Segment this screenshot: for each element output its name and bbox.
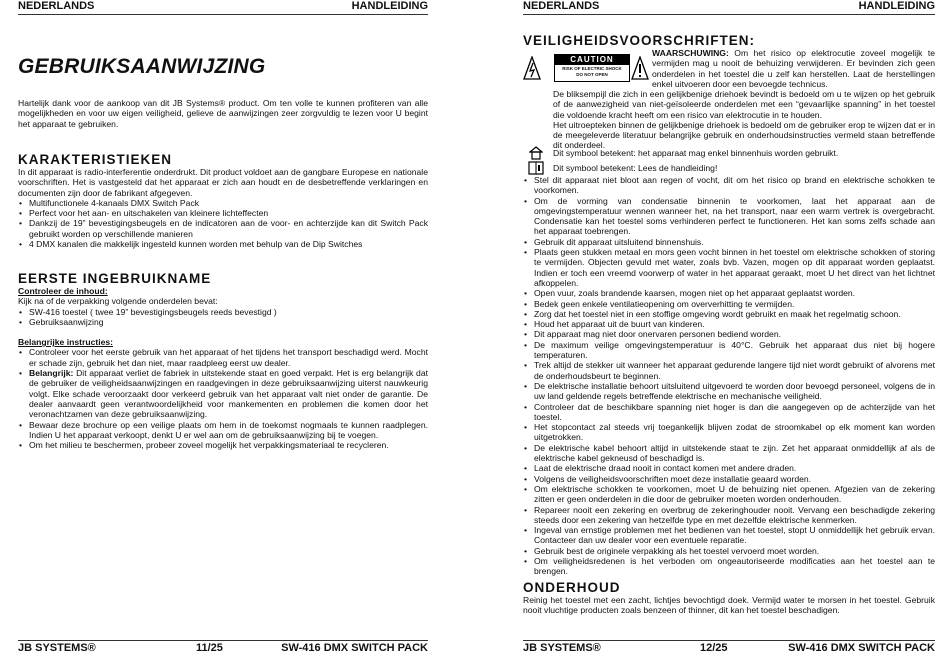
onderhoud-section: [523, 580, 935, 616]
list-item: • De maximum veilige omgevingstemperatuur is 40°C. Gebruik het apparaat dus niet bij hogere temperaturen.: [523, 340, 935, 361]
list-item: • Perfect voor het aan- en uitschakelen van kleinere lichteffecten: [18, 208, 428, 218]
list-item: • SW-416 toestel ( twee 19” bevestigingsbeugels reeds bevestigd ): [18, 307, 428, 317]
karakteristieken-paragraph: In dit apparaat is radio-interferentie onderdrukt. Dit product voldoet aan de gangbare Europese en nationale voorschriften. Het is vastgesteld dat het apparaat er zich aan houdt en de desbetreffende verklaringen en documenten zijn door de fabrikant afgegeven.: [18, 167, 428, 198]
house-symbol-row: [523, 148, 935, 158]
caution-label-graphic: [523, 53, 649, 81]
onderhoud-paragraph: Reinig het toestel met een zacht, lichtjes bevochtigd doek. Vermijd water te morsen in het toestel. Gebruik nooit vluchtige producten zoals benzeen of thinner, dit kan het toestel beschadigen.: [523, 595, 935, 616]
lightning-explanation: De bliksempijl die zich in een gelijkbenige driehoek bevindt is bedoeld om u te wijzen op het gebruik of de aanwezigheid van niet-geïsoleerde onderdelen met een “gevaarlijke spanning” in het toestel die voldoende kracht heeft om een risico van elektrocutie in te houden.: [553, 89, 935, 120]
caution-box: [554, 54, 630, 82]
subheading-belangrijke-instructies: Belangrijke instructies:: [18, 337, 114, 348]
footer-brand: JB SYSTEMS®: [18, 642, 96, 654]
list-item: • Plaats geen stukken metaal en mors geen vocht binnen in het toestel om elektrische schokken of storing te vermijden. Objecten gevuld met water, zoals bvb. Vazen, mogen op dit apparaat worden geplaatst. Indien er toch een vreemd voorwerp of water in het apparaat geraakt, moet U het direct van het lichtnet afkoppelen.: [523, 247, 935, 288]
list-item: • Dankzij de 19” bevestigingsbeugels en de indicatoren aan de voor- en achterzijde kan dit Switch Pack gebruikt worden op verschillende manieren: [18, 218, 428, 239]
house-icon: [529, 146, 543, 160]
list-item: • Het stopcontact zal steeds vrij toegankelijk blijven zodat de stroomkabel op elk moment kan worden uitgetrokken.: [523, 422, 935, 443]
book-icon: [528, 161, 544, 175]
section-heading-veiligheidsvoorschriften: VEILIGHEIDSVOORSCHRIFTEN:: [523, 33, 756, 48]
list-item: • Om elektrische schokken te voorkomen, moet U de behuizing niet openen. Afgezien van de zekering zitten er geen onderdelen in die door de gebruiker moeten worden onderhouden.: [523, 484, 935, 505]
inhoud-paragraph: Kijk na of de verpakking volgende onderdelen bevat:: [18, 296, 218, 307]
list-item: • Gebruik dit apparaat uitsluitend binnenshuis.: [523, 237, 935, 247]
list-item: • Gebruiksaanwijzing: [18, 317, 428, 327]
list-item: • Zorg dat het toestel niet in een stoffige omgeving wordt gebruikt en maak het regelmatig schoon.: [523, 309, 935, 319]
intro-paragraph: Hartelijk dank voor de aankoop van dit JB Systems® product. Om ten volle te kunnen profiteren van alle mogelijkheden en voor uw eigen veiligheid, gelieve de aanwijzingen zeer zorgvuldig te lezen voor U begint het apparaat te gebruiken.: [18, 98, 428, 129]
list-item: • Controleer voor het eerste gebruik van het apparaat of het tijdens het transport beschadigd werd. Mocht er schade zijn, gebruik het dan niet, maar raadpleeg eerst uw dealer.: [18, 347, 428, 368]
header-doc-type: HANDLEIDING: [351, 0, 428, 12]
caution-label: CAUTION: [555, 55, 629, 65]
warning-block: [652, 48, 935, 89]
contents-list: [18, 307, 428, 328]
page-title: GEBRUIKSAANWIJZING: [18, 55, 266, 78]
footer-page-number: 12/25: [700, 642, 728, 654]
book-symbol-text: Dit symbool betekent: Lees de handleiding!: [553, 163, 718, 173]
section-heading-onderhoud: ONDERHOUD: [523, 580, 621, 595]
safety-list-section: [523, 175, 935, 577]
karakteristieken-section: [18, 152, 428, 249]
feature-list: [18, 198, 428, 249]
list-item: • Dit apparaat mag niet door onervaren personen bediend worden.: [523, 329, 935, 339]
list-item: • Om het milieu te beschermen, probeer zoveel mogelijk het verpakkingsmateriaal te recycleren.: [18, 440, 428, 450]
list-item: • 4 DMX kanalen die makkelijk ingesteld kunnen worden met behulp van de Dip Switches: [18, 239, 428, 249]
page-header: [523, 0, 935, 15]
footer-page-number: 11/25: [196, 642, 223, 654]
footer-brand: JB SYSTEMS®: [523, 642, 601, 654]
caution-line-2: DO NOT OPEN: [576, 72, 608, 77]
list-item: • Bewaar deze brochure op een veilige plaats om hem in de toekomst nogmaals te kunnen raadplegen. Indien U het apparaat verkoopt, denkt U er wel aan om de gebruiksaanwijzing bij te voegen.: [18, 420, 428, 441]
exclamation-explanation: Het uitroepteken binnen de gelijkbenige driehoek is bedoeld om de gebruiker erop te wijzen dat er in de meegeleverde literatuur belangrijke gebruik en onderhoudsinstructies vermeld staan betreffende dit onderdeel.: [553, 119, 935, 151]
list-item: • Trek altijd de stekker uit wanneer het apparaat gedurende langere tijd niet wordt gebruikt of alvorens met de onderhoudsbeurt te beginnen.: [523, 360, 935, 381]
instructions-list: [18, 347, 428, 450]
safety-list: [523, 175, 935, 577]
list-item: • Laat de elektrische draad nooit in contact komen met andere draden.: [523, 463, 935, 473]
exclamation-warning-icon: [631, 56, 649, 80]
subheading-inhoud: Controleer de inhoud:: [18, 286, 108, 296]
list-item: • Belangrijk: Dit apparaat verliet de fabriek in uitstekende staat en goed verpakt. Het is erg belangrijk dat de gebruiker de veiligheidsaanwijzingen en raadgevingen in deze gebruiksaanwijzing uiterst nauwkeurig volgt. Elke schade veroorzaakt door verkeerd gebruik van het apparaat valt niet onder de garantie. De dealer aanvaardt geen verantwoordelijkheid voor mankementen en problemen die komen door het veronachtzamen van deze gebruiksaanwijzing.: [18, 368, 428, 419]
footer-model: SW-416 DMX SWITCH PACK: [281, 642, 428, 654]
section-heading-karakteristieken: KARAKTERISTIEKEN: [18, 152, 173, 167]
header-language: NEDERLANDS: [18, 0, 95, 12]
right-page: [523, 0, 935, 654]
eerste-ingebruikname-section: [18, 271, 428, 450]
list-item: • Ingeval van ernstige problemen met het bedienen van het toestel, stopt U onmiddellijk het gebruik ervan. Contacteer dan uw dealer voor een eventuele reparatie.: [523, 525, 935, 546]
house-symbol-text: Dit symbool betekent: het apparaat mag enkel binnenhuis worden gebruikt.: [553, 148, 839, 158]
list-item: • Om de vorming van condensatie binnenin te voorkomen, laat het apparaat aan de omgevingstemperatuur wennen wanneer het, na het transport, naar een warm vertrek is overgebracht. Condensatie kan het toestel soms verhinderen perfect te functioneren. Het kan soms zelfs schade aan het apparaat toebrengen.: [523, 196, 935, 237]
list-item: • Controleer dat de beschikbare spanning niet hoger is dan die aangegeven op de achterzijde van het toestel.: [523, 402, 935, 423]
list-item: • De elektrische kabel behoort altijd in uitstekende staat te zijn. Zet het apparaat onmiddellijk af als de elektrische kabel gekneusd of beschadigd is.: [523, 443, 935, 464]
header-language: NEDERLANDS: [523, 0, 600, 12]
list-item: • Open vuur, zoals brandende kaarsen, mogen niet op het apparaat geplaatst worden.: [523, 288, 935, 298]
page-header: [18, 0, 428, 15]
list-item: • Stel dit apparaat niet bloot aan regen of vocht, dit om het risico op brand en elektrische schokken te voorkomen.: [523, 175, 935, 196]
list-item: • Gebruik best de originele verpakking als het toestel vervoerd moet worden.: [523, 546, 935, 556]
list-item: • Houd het apparaat uit de buurt van kinderen.: [523, 319, 935, 329]
warning-paragraph: WAARSCHUWING: Om het risico op elektrocutie zoveel mogelijk te vermijden mag u nooit de behuizing verwijderen. Er bevinden zich geen onderdelen in het toestel die u zelf kan herstellen. Laat de herstellingen enkel uitvoeren door een bevoegde technicus.: [652, 48, 935, 89]
book-symbol-row: [523, 163, 935, 173]
left-page: [18, 0, 428, 654]
header-doc-type: HANDLEIDING: [858, 0, 935, 12]
section-heading-eerste-ingebruikname: EERSTE INGEBRUIKNAME: [18, 271, 212, 286]
list-item: • Bedek geen enkele ventilatieopening om oververhitting te vermijden.: [523, 299, 935, 309]
caution-line-1: RISK OF ELECTRIC SHOCK: [562, 66, 622, 71]
list-item: • Om veiligheidsredenen is het verboden om ongeautoriseerde modificaties aan het toestel aan te brengen.: [523, 556, 935, 577]
list-item: • Multifunctionele 4-kanaals DMX Switch Pack: [18, 198, 428, 208]
intro-section: [18, 98, 428, 129]
symbol-explanations: [553, 89, 935, 151]
lightning-warning-icon: [523, 56, 541, 80]
list-item: • Repareer nooit een zekering en overbrug de zekeringhouder nooit. Vervang een beschadigde zekering steeds door een zekering van hetzelfde type en met dezelfde elektrische kenmerken.: [523, 505, 935, 526]
footer-model: SW-416 DMX SWITCH PACK: [788, 642, 935, 654]
list-item: • De elektrische installatie behoort uitsluitend uitgevoerd te worden door bevoegd personeel, volgens de in uw land geldende regels betreffende elektrische en mechanische veiligheid.: [523, 381, 935, 402]
list-item: • Volgens de veiligheidsvoorschriften moet deze installatie geaard worden.: [523, 474, 935, 484]
